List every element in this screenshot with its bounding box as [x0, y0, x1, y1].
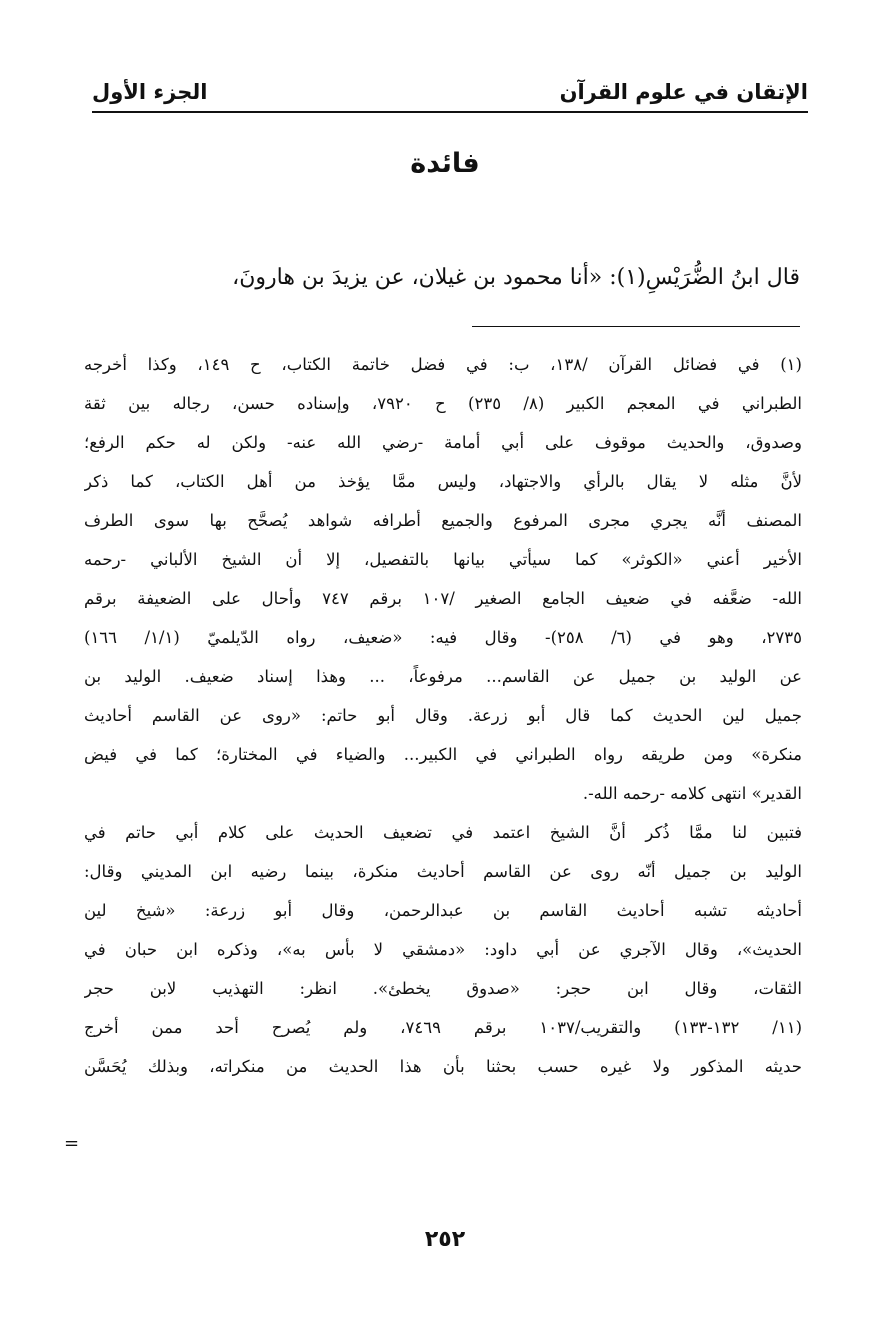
footnote-line: الثقات، وقال ابن حجر: «صدوق يخطئ». انظر: التهذيب لابن حجر: [84, 979, 802, 998]
header-divider: [92, 111, 808, 113]
volume-label: الجزء الأول: [92, 80, 208, 104]
footnote-line: فتبين لنا ممَّا ذُكر أنَّ الشيخ اعتمد في تضعيف الحديث على كلام أبي حاتم في: [84, 823, 802, 842]
footnote-line: الطبراني في المعجم الكبير (٨/ ٢٣٥) ح ٧٩٢٠، وإسناده حسن، رجاله بين ثقة: [84, 394, 802, 413]
footnote-line: الوليد بن جميل أنّه روى عن القاسم أحاديث منكرة، بينما رضيه ابن المديني وقال:: [84, 862, 802, 881]
footnote-line: الله- ضعَّفه في ضعيف الجامع الصغير /١٠٧ برقم ٧٤٧ وأحال على الضعيفة برقم: [84, 589, 802, 608]
section-title: فائدة: [410, 148, 480, 179]
footnote-line: جميل لين الحديث كما قال أبو زرعة. وقال أبو حاتم: «روى عن القاسم أحاديث: [84, 706, 802, 725]
footnote-line: الأخير أعني «الكوثر» كما سيأتي بيانها بالتفصيل، إلا أن الشيخ الألباني -رحمه: [84, 550, 802, 569]
continuation-mark: =: [64, 1133, 80, 1154]
page-number: ٢٥٢: [424, 1227, 466, 1252]
footnote-line: (١) في فضائل القرآن /١٣٨، ب: في فضل خاتمة الكتاب، ح ١٤٩، وكذا أخرجه: [84, 355, 802, 374]
footnote-line: حديثه المذكور ولا غيره حسب بحثنا بأن هذا الحديث من منكراته، وبذلك يُحَسَّن: [84, 1057, 802, 1076]
footnote-line: القدير» انتهى كلامه -رحمه الله-.: [582, 784, 802, 803]
main-text: قال ابنُ الضُّرَيْسِ(١): «أنا محمود بن غيلان، عن يزيدَ بن هارونَ،: [232, 265, 800, 290]
running-header: [92, 66, 808, 106]
footnote-line: عن الوليد بن جميل عن القاسم... مرفوعاً، ... وهذا إسناد ضعيف. الوليد بن: [84, 667, 802, 686]
footnote-line: (١١/ ١٣٢-١٣٣) والتقريب/١٠٣٧ برقم ٧٤٦٩، ولم يُصرح أحد ممن أخرج: [84, 1018, 802, 1037]
footnote-line: وصدوق، والحديث موقوف على أبي أمامة -رضي الله عنه- ولكن له حكم الرفع؛: [84, 433, 802, 452]
footnote-line: المصنف أنَّه يجري مجرى المرفوع والجميع أطرافه شواهد يُصحَّح بها سوى الطرف: [84, 511, 802, 530]
footnote-line: منكرة» ومن طريقه رواه الطبراني في الكبير... والضياء في المختارة؛ كما في فيض: [84, 745, 802, 764]
footnote-line: لأنَّ مثله لا يقال بالرأي والاجتهاد، وليس ممَّا يؤخذ من أهل الكتاب، كما ذكر: [84, 472, 802, 491]
footnote-line: الحديث»، وقال الآجري عن أبي داود: «دمشقي لا بأس به»، وذكره ابن حبان في: [84, 940, 802, 959]
footnote-line: أحاديثه تشبه أحاديث القاسم بن عبدالرحمن، وقال أبو زرعة: «شيخ لين: [84, 901, 802, 920]
footnote-divider: [472, 326, 800, 327]
footnotes: [84, 345, 802, 1086]
footnote-line: ٢٧٣٥، وهو في (٦/ ٢٥٨)- وقال فيه: «ضعيف، رواه الدّيلميّ (١/١/ ١٦٦): [84, 628, 802, 647]
book-title: الإتقان في علوم القرآن: [559, 80, 808, 104]
